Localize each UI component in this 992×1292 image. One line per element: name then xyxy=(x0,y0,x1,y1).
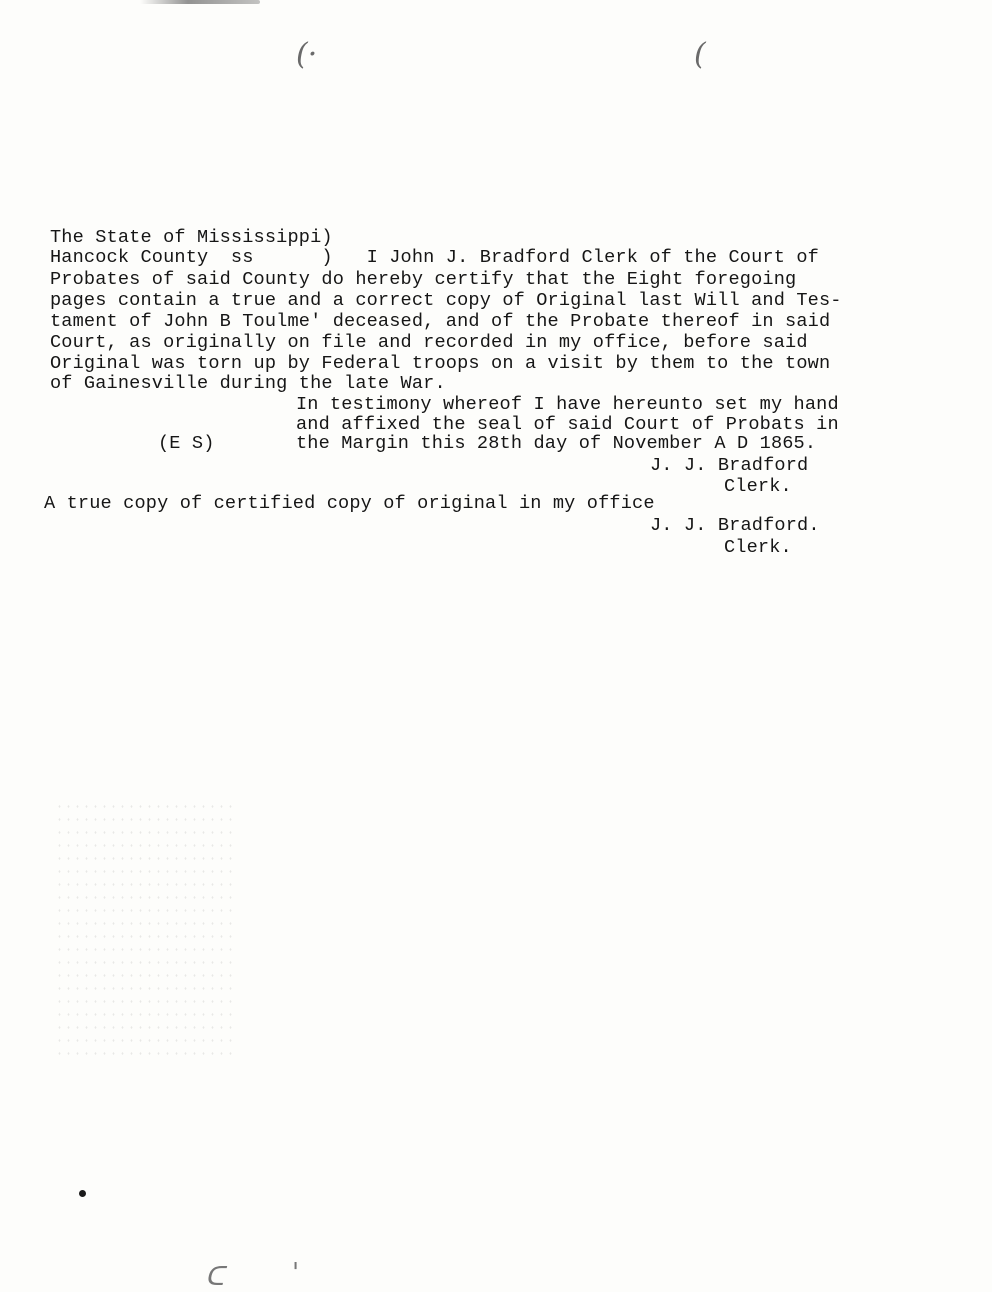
pencil-mark-bottom: ᑕ xyxy=(205,1262,224,1292)
seal-label: (E S) xyxy=(158,433,215,454)
scan-smudge xyxy=(140,0,260,4)
pencil-mark-left: (· xyxy=(296,37,318,72)
testimony-line: the Margin this 28th day of November A D 1865. xyxy=(296,433,817,454)
second-signature-title: Clerk. xyxy=(724,537,792,558)
testimony-line: In testimony whereof I have hereunto set my hand xyxy=(296,394,839,415)
body-line: Original was torn up by Federal troops on a visit by them to the town xyxy=(50,353,831,374)
heading-county: Hancock County ss ) I John J. Bradford Clerk of the Court of xyxy=(50,247,819,268)
body-line: tament of John B Toulme' deceased, and of the Probate thereof in said xyxy=(50,311,831,332)
ink-dot xyxy=(79,1190,86,1197)
pencil-mark-bottom-2: ' xyxy=(292,1258,300,1288)
heading-state: The State of Mississippi) xyxy=(50,227,333,248)
body-line: Probates of said County do hereby certify that the Eight foregoing xyxy=(50,269,797,290)
second-signature-name: J. J. Bradford. xyxy=(650,515,820,536)
body-line: of Gainesville during the late War. xyxy=(50,373,446,394)
first-signature-title: Clerk. xyxy=(724,476,792,497)
pencil-mark-right: ( xyxy=(694,37,706,72)
body-line: pages contain a true and a correct copy of Original last Will and Tes- xyxy=(50,290,842,311)
body-line: Court, as originally on file and recorded in my office, before said xyxy=(50,332,808,353)
testimony-line: and affixed the seal of said Court of Probats in xyxy=(296,414,839,435)
certification-line: A true copy of certified copy of original in my office xyxy=(44,493,655,514)
scan-speckles xyxy=(55,800,235,1060)
first-signature-name: J. J. Bradford xyxy=(650,455,809,476)
